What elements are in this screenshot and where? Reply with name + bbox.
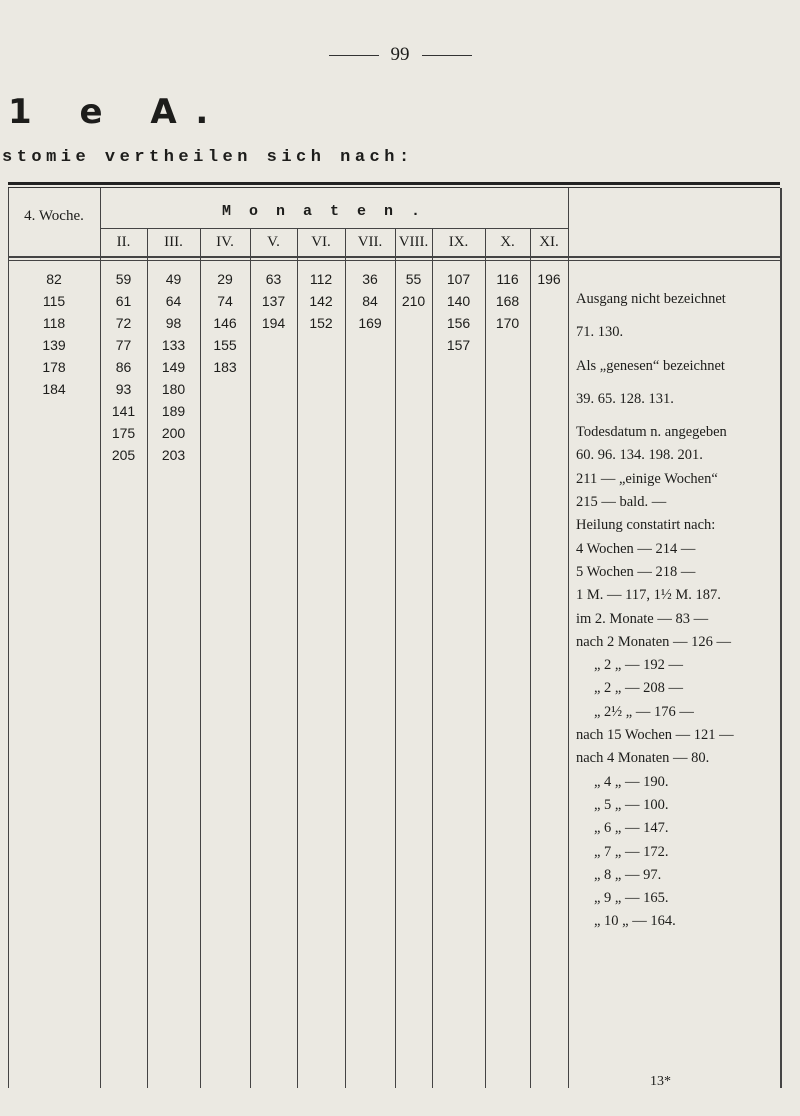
remark-line: „ 9 „ — 165.: [594, 890, 669, 907]
cell: 82: [46, 271, 62, 287]
cell: 178: [42, 359, 66, 375]
col-header-week4: 4. Woche.: [24, 208, 84, 224]
cell: 189: [161, 403, 186, 419]
subheading: stomie vertheilen sich nach:: [2, 148, 414, 167]
column-month-iii: [147, 268, 200, 466]
remark-line: 215 — bald. —: [576, 494, 667, 511]
remark-line: „ 2 „ — 208 —: [594, 680, 683, 697]
cell: 93: [115, 381, 132, 397]
month-header-viii: VIII.: [398, 234, 429, 250]
column-month-ix: [432, 268, 485, 356]
cell: 155: [213, 337, 237, 353]
cell: 140: [446, 293, 471, 309]
column-month-v: [250, 268, 297, 334]
column-month-xi: [530, 268, 568, 290]
remark-line: im 2. Monate — 83 —: [576, 610, 709, 627]
month-header-x: X.: [500, 234, 515, 250]
remark-line: 71. 130.: [576, 324, 624, 341]
cell: 112: [309, 271, 333, 287]
cell: 170: [495, 315, 520, 331]
cell: 137: [261, 293, 286, 309]
cell: 139: [42, 337, 66, 353]
remark-line: Ausgang nicht bezeichnet: [576, 291, 726, 307]
cell: 152: [309, 315, 333, 331]
cell: 115: [42, 293, 66, 309]
page-number: 99: [0, 44, 800, 66]
cell: 156: [446, 315, 471, 331]
month-header-iv: IV.: [216, 234, 234, 250]
cell: 116: [496, 271, 519, 287]
remark-line: 1 M. — 117, 1½ M. 187.: [576, 587, 721, 604]
month-header-vi: VI.: [311, 234, 331, 250]
column-month-viii: [395, 268, 432, 312]
month-header-vii: VII.: [357, 234, 383, 250]
remark-line: „ 6 „ — 147.: [594, 820, 669, 837]
cell: 49: [165, 271, 182, 287]
cell: 74: [217, 293, 233, 309]
cell: 55: [405, 271, 422, 287]
cell: 149: [161, 359, 186, 375]
top-rule-thin: [8, 187, 780, 188]
remark-line: „ 2 „ — 192 —: [594, 657, 683, 674]
column-month-x: [485, 268, 530, 334]
remark-line: 4 Wochen — 214 —: [576, 540, 696, 557]
cell: 180: [161, 381, 186, 397]
cell: 210: [401, 293, 426, 309]
cell: 175: [111, 425, 136, 441]
cell: 64: [165, 293, 182, 309]
cell: 118: [42, 315, 66, 331]
month-header-xi: XI.: [539, 234, 559, 250]
cell: 98: [165, 315, 182, 331]
cell: 194: [261, 315, 286, 331]
remark-line: nach 15 Wochen — 121 —: [576, 727, 734, 744]
months-header: Monaten.: [221, 203, 438, 220]
remark-line: „ 7 „ — 172.: [594, 843, 669, 860]
cell: 59: [115, 271, 132, 287]
column-month-iv: [200, 268, 250, 378]
cell: 72: [115, 315, 132, 331]
column-month-vi: [297, 268, 345, 334]
cell: 61: [115, 293, 132, 309]
remark-line: 5 Wochen — 218 —: [576, 563, 696, 580]
cell: 86: [115, 359, 132, 375]
cell: 200: [161, 425, 186, 441]
remark-line: 39. 65. 128. 131.: [576, 390, 674, 407]
remark-line: „ 5 „ — 100.: [594, 796, 669, 813]
signature-mark: 13*: [650, 1074, 671, 1089]
cell: 142: [309, 293, 333, 309]
cell: 203: [161, 447, 186, 463]
remark-line: Todesdatum n. angegeben: [576, 424, 727, 441]
top-rule: [8, 182, 780, 185]
cell: 183: [213, 359, 237, 375]
cell: 133: [161, 337, 186, 353]
cell: 141: [111, 403, 136, 419]
month-header-ii: II.: [116, 234, 131, 250]
cell: 36: [362, 271, 378, 287]
cell: 205: [111, 447, 136, 463]
cell: 146: [213, 315, 237, 331]
column-week4: [8, 268, 100, 400]
cell: 184: [42, 381, 66, 397]
cell: 157: [446, 337, 471, 353]
column-month-ii: [100, 268, 147, 466]
month-header-v: V.: [267, 234, 280, 250]
month-header-iii: III.: [164, 234, 183, 250]
cell: 107: [446, 271, 471, 287]
cell: 77: [115, 337, 132, 353]
remark-line: Als „genesen“ bezeichnet: [576, 357, 725, 374]
remark-line: Heilung constatirt nach:: [576, 517, 716, 534]
remark-line: nach 4 Monaten — 80.: [576, 750, 710, 767]
cell: 196: [537, 271, 561, 287]
remarks-column: [576, 266, 776, 934]
cell: 84: [362, 293, 378, 309]
remark-line: 60. 96. 134. 198. 201.: [576, 447, 703, 464]
cell: 169: [358, 315, 382, 331]
month-header-ix: IX.: [448, 234, 469, 250]
remark-line: „ 4 „ — 190.: [594, 773, 669, 790]
heading-fragment: 1 e A.: [8, 92, 227, 132]
remark-line: „ 10 „ — 164.: [594, 913, 676, 930]
cell: 63: [265, 271, 282, 287]
remark-line: „ 2½ „ — 176 —: [594, 703, 694, 720]
remark-line: 211 — „einige Wochen“: [576, 470, 718, 487]
remark-line: nach 2 Monaten — 126 —: [576, 633, 732, 650]
cell: 29: [217, 271, 233, 287]
cell: 168: [495, 293, 520, 309]
column-month-vii: [345, 268, 395, 334]
remark-line: „ 8 „ — 97.: [594, 866, 662, 883]
